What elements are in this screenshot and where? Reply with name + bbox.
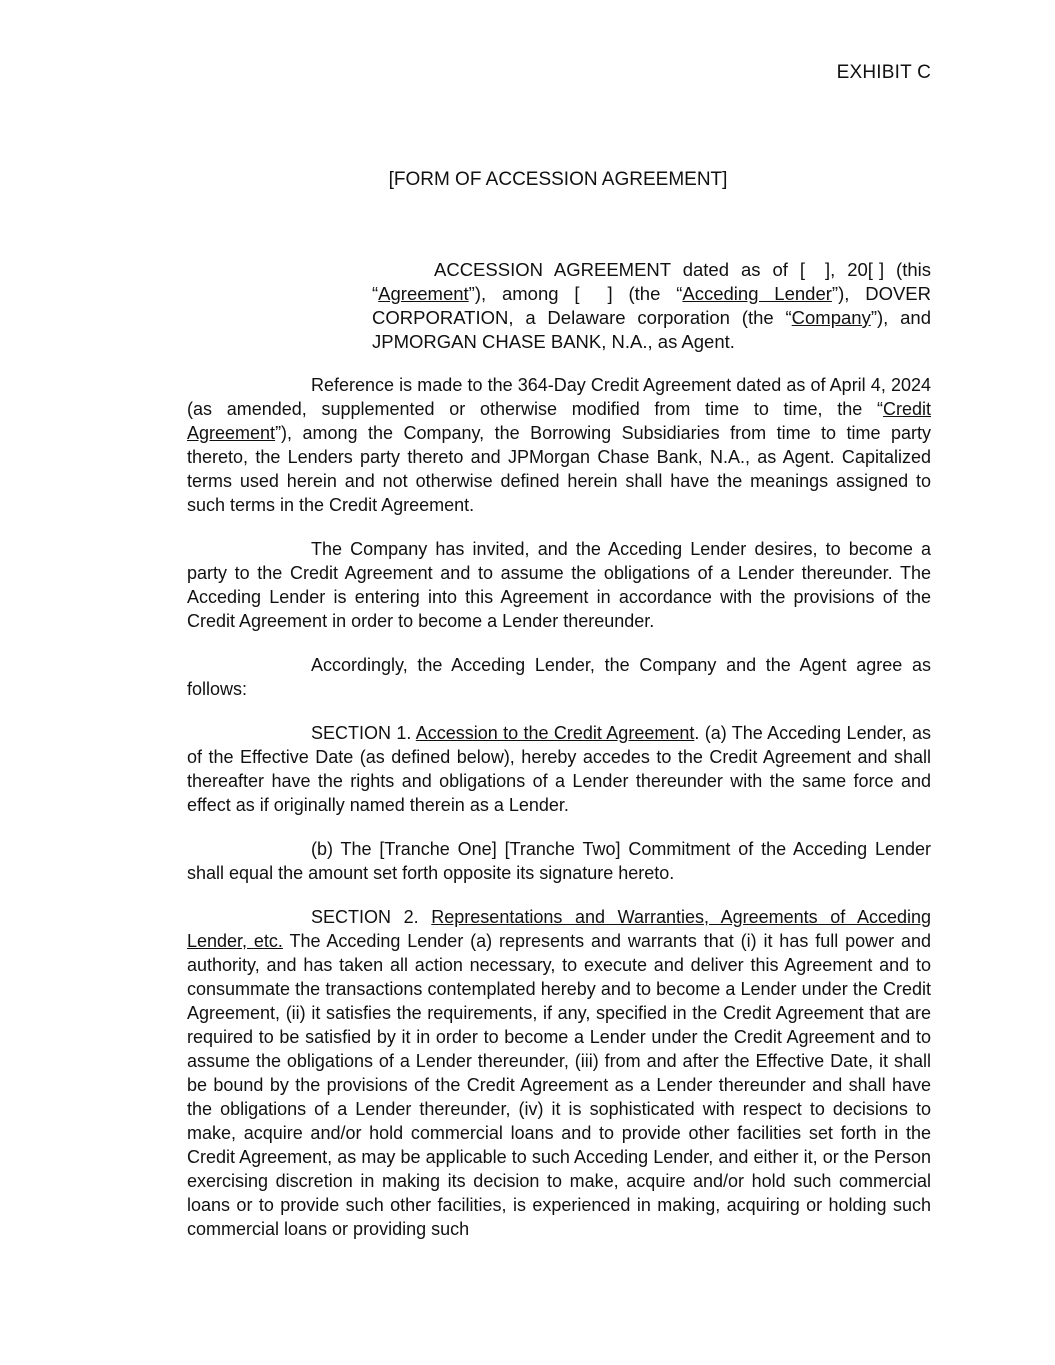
intro-text-4: ”), among [	[468, 283, 580, 304]
intro-text-7: ”), and JPMORGAN CHASE BANK, N.A., as Agent.	[372, 307, 931, 352]
invitation-paragraph: The Company has invited, and the Acceding Lender desires, to become a party to the Credit Agreement and to assume the obligations of a Lender thereunder. The Acceding Lender is entering into this Agreement in accordance with the provisions of the Credit Agreement in order to become a Lender thereunder.	[187, 539, 931, 631]
section-2-paragraph	[187, 905, 931, 1241]
section-2-text: The Acceding Lender (a) represents and warrants that (i) it has full power and authority, and has taken all action necessary, to execute and deliver this Agreement and to consummate the transactions contemplated hereby and to become a Lender under the Credit Agreement, (ii) it satisfies the requirements, if any, specified in the Credit Agreement that are required to be satisfied by it in order to become a Lender under the Credit Agreement and to assume the obligations of a Lender thereunder, (iii) from and after the Effective Date, it shall be bound by the provisions of the Credit Agreement as a Lender thereunder and shall have the obligations of a Lender thereunder, (iv) it is sophisticated with respect to decisions to make, acquire and/or hold commercial loans and to provide other facilities set forth in the Credit Agreement, as may be applicable to such Acceding Lender, and either it, or the Person exercising discretion in making its decision to make, acquire and/or hold such commercial loans or to provide such other facilities, is experienced in making, acquiring or holding such commercial loans or providing such	[187, 931, 931, 1239]
reference-paragraph	[187, 373, 931, 517]
section-1-text: . (a) The Acceding Lender, as of the Effective Date (as defined below), hereby accedes to the Credit Agreement and shall thereafter have the rights and obligations of a Lender thereunder with the same force and effect as if originally named therein as a Lender.	[187, 723, 931, 815]
reference-text-1: Reference is made to the 364-Day Credit Agreement dated as of April 4, 2024 (as amended, supplemented or otherwise modified from time to time, the “	[187, 375, 931, 419]
intro-text-6: ”), DOVER CORPORATION, a Delaware corporation (the “	[372, 283, 932, 328]
document-body	[187, 373, 931, 1261]
intro-text-1: ACCESSION AGREEMENT dated as of [	[434, 259, 805, 280]
intro-paragraph	[372, 258, 931, 354]
company-term: Company	[791, 307, 871, 328]
section-2-label: SECTION 2.	[311, 907, 419, 927]
agreement-term: Agreement	[378, 283, 469, 304]
intro-text-2: ], 20[	[824, 259, 873, 280]
section-1-heading: Accession to the Credit Agreement	[415, 723, 695, 743]
reference-text-2: ”), among the Company, the Borrowing Subsidiaries from time to time party thereto, the Lenders party thereto and JPMorgan Chase Bank, N.A., as Agent. Capitalized terms used herein and not otherwise defined herein shall have the meanings assigned to such terms in the Credit Agreement.	[187, 423, 931, 515]
credit-agreement-term: Credit Agreement	[187, 399, 931, 443]
accordingly-paragraph: Accordingly, the Acceding Lender, the Company and the Agent agree as follows:	[187, 655, 931, 699]
exhibit-label: EXHIBIT C	[836, 62, 931, 83]
intro-text-3: ] (this “	[372, 259, 931, 304]
section-1-paragraph	[187, 721, 931, 817]
section-2-heading: Representations and Warranties, Agreements of Acceding Lender, etc.	[187, 907, 931, 951]
acceding-lender-term: Acceding Lender	[682, 283, 832, 304]
section-1b-paragraph: (b) The [Tranche One] [Tranche Two] Commitment of the Acceding Lender shall equal the amount set forth opposite its signature hereto.	[187, 839, 931, 883]
intro-text-5: ] (the “	[607, 283, 683, 304]
form-title: [FORM OF ACCESSION AGREEMENT]	[388, 169, 728, 190]
section-1-label: SECTION 1.	[311, 723, 412, 743]
